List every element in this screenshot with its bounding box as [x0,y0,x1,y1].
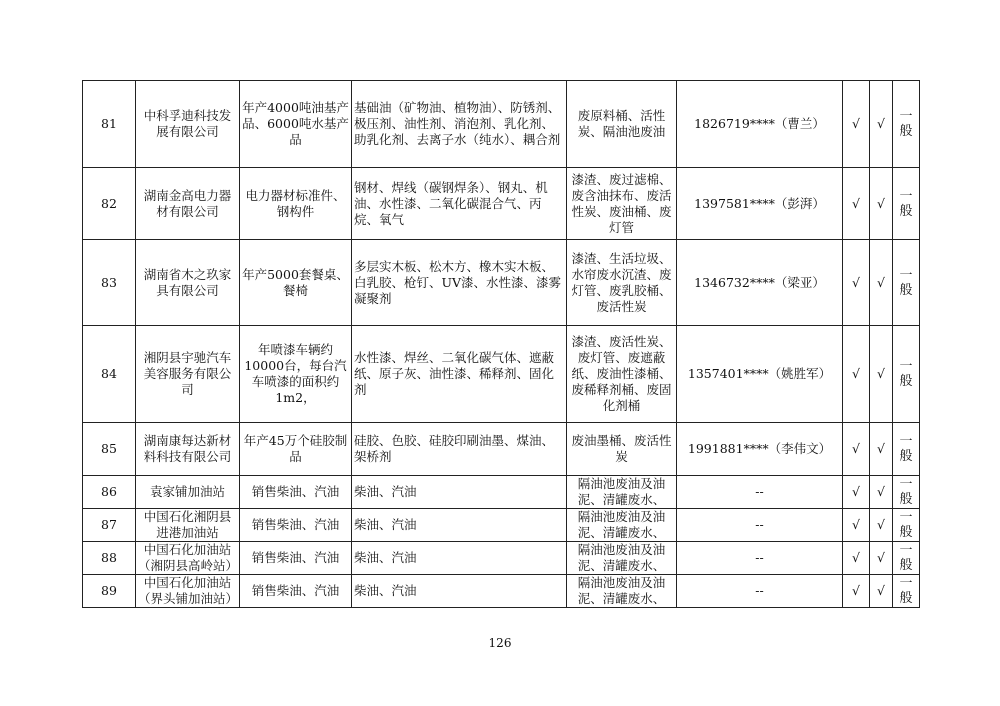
row-number-cell: 81 [83,81,136,168]
hazardous-waste-cell: 隔油池废油及油泥、清罐废水、 [567,575,677,608]
contact-cell: -- [677,575,843,608]
raw-materials-cell: 水性漆、焊丝、二氧化碳气体、遮蔽纸、原子灰、油性漆、稀释剂、固化剂 [352,326,567,423]
raw-materials-cell: 钢材、焊线（碳钢焊条）、钢丸、机油、水性漆、二氧化碳混合气、丙烷、氧气 [352,168,567,240]
table-row [83,575,920,608]
row-number-cell: 88 [83,542,136,575]
check-mark-cell: √ [870,542,893,575]
check-mark-cell: √ [870,423,893,476]
risk-level-char: 般 [899,525,913,540]
contact-cell: 1397581****（彭湃） [677,168,843,240]
check-mark-cell: √ [870,509,893,542]
production-scale-cell: 销售柴油、汽油 [240,542,352,575]
risk-level-char: 般 [899,558,913,573]
hazardous-waste-cell: 隔油池废油及油泥、清罐废水、 [567,476,677,509]
raw-materials-cell: 多层实木板、松木方、橡木实木板、白乳胶、枪钉、UV漆、水性漆、漆雾凝聚剂 [352,240,567,326]
row-number-cell: 87 [83,509,136,542]
risk-level-char: 般 [899,591,913,606]
risk-level-cell [893,240,920,326]
check-mark-cell: √ [870,326,893,423]
company-name-cell: 袁家铺加油站 [136,476,240,509]
table-row [83,326,920,423]
risk-level-char: 一 [899,359,913,374]
contact-cell: 1357401****（姚胜军） [677,326,843,423]
hazardous-waste-cell: 废油墨桶、废活性炭 [567,423,677,476]
risk-level-cell [893,575,920,608]
risk-level-char: 般 [899,492,913,507]
raw-materials-cell: 基础油（矿物油、植物油）、防锈剂、极压剂、油性剂、消泡剂、乳化剂、助乳化剂、去离子水（纯水）、耦合剂 [352,81,567,168]
check-mark-cell: √ [843,81,870,168]
raw-materials-cell: 柴油、汽油 [352,476,567,509]
risk-level-char: 一 [899,188,913,204]
hazardous-waste-cell: 漆渣、废活性炭、废灯管、废遮蔽纸、废油性漆桶、废稀释剂桶、废固化剂桶 [567,326,677,423]
risk-level-char: 般 [899,449,913,464]
enterprise-table [82,80,920,608]
contact-cell: -- [677,476,843,509]
production-scale-cell: 年产5000套餐桌、餐椅 [240,240,352,326]
check-mark-cell: √ [870,81,893,168]
company-name-cell: 中国石化湘阴县进港加油站 [136,509,240,542]
table-row [83,423,920,476]
production-scale-cell: 销售柴油、汽油 [240,476,352,509]
check-mark-cell: √ [843,326,870,423]
risk-level-cell [893,423,920,476]
risk-level-char: 一 [899,477,913,492]
hazardous-waste-cell: 漆渣、废过滤棉、废含油抹布、废活性炭、废油桶、废灯管 [567,168,677,240]
contact-cell: 1991881****（李伟文） [677,423,843,476]
risk-level-char: 般 [899,282,913,298]
risk-level-char: 般 [899,203,913,219]
production-scale-cell: 年产45万个硅胶制品 [240,423,352,476]
hazardous-waste-cell: 隔油池废油及油泥、清罐废水、 [567,509,677,542]
row-number-cell: 86 [83,476,136,509]
company-name-cell: 中国石化加油站（湘阴县高岭站） [136,542,240,575]
check-mark-cell: √ [870,476,893,509]
raw-materials-cell: 硅胶、色胶、硅胶印刷油墨、煤油、架桥剂 [352,423,567,476]
risk-level-cell [893,542,920,575]
contact-cell: -- [677,542,843,575]
hazardous-waste-cell: 隔油池废油及油泥、清罐废水、 [567,542,677,575]
risk-level-char: 一 [899,109,913,124]
risk-level-char: 一 [899,434,913,449]
risk-level-char: 般 [899,374,913,389]
company-name-cell: 湘阴县宇驰汽车美容服务有限公司 [136,326,240,423]
table-row [83,81,920,168]
production-scale-cell: 销售柴油、汽油 [240,509,352,542]
check-mark-cell: √ [870,168,893,240]
page-number: 126 [488,636,512,650]
contact-cell: 1826719****（曹兰） [677,81,843,168]
table-row [83,168,920,240]
row-number-cell: 83 [83,240,136,326]
risk-level-char: 一 [899,267,913,283]
risk-level-char: 一 [899,510,913,525]
company-name-cell: 中科孚迪科技发展有限公司 [136,81,240,168]
enterprise-table-container [82,80,919,608]
risk-level-char: 一 [899,543,913,558]
check-mark-cell: √ [843,542,870,575]
table-row [83,476,920,509]
company-name-cell: 中国石化加油站（界头铺加油站） [136,575,240,608]
production-scale-cell: 年喷漆车辆约10000台，每台汽车喷漆的面积约1m2， [240,326,352,423]
row-number-cell: 85 [83,423,136,476]
risk-level-char: 一 [899,576,913,591]
contact-cell: -- [677,509,843,542]
row-number-cell: 89 [83,575,136,608]
production-scale-cell: 年产4000吨油基产品、6000吨水基产品 [240,81,352,168]
row-number-cell: 84 [83,326,136,423]
table-row [83,542,920,575]
production-scale-cell: 销售柴油、汽油 [240,575,352,608]
check-mark-cell: √ [843,240,870,326]
risk-level-cell [893,326,920,423]
production-scale-cell: 电力器材标准件、钢构件 [240,168,352,240]
check-mark-cell: √ [843,423,870,476]
company-name-cell: 湖南康每达新材料科技有限公司 [136,423,240,476]
raw-materials-cell: 柴油、汽油 [352,542,567,575]
risk-level-cell [893,476,920,509]
row-number-cell: 82 [83,168,136,240]
check-mark-cell: √ [870,240,893,326]
risk-level-cell [893,81,920,168]
check-mark-cell: √ [870,575,893,608]
hazardous-waste-cell: 漆渣、生活垃圾、水帘废水沉渣、废灯管、废乳胶桶、废活性炭 [567,240,677,326]
raw-materials-cell: 柴油、汽油 [352,575,567,608]
risk-level-char: 般 [899,124,913,139]
check-mark-cell: √ [843,476,870,509]
risk-level-cell [893,168,920,240]
hazardous-waste-cell: 废原料桶、活性炭、隔油池废油 [567,81,677,168]
risk-level-cell [893,509,920,542]
table-body [83,81,920,608]
contact-cell: 1346732****（梁亚） [677,240,843,326]
company-name-cell: 湖南省木之玖家具有限公司 [136,240,240,326]
check-mark-cell: √ [843,575,870,608]
table-row [83,509,920,542]
raw-materials-cell: 柴油、汽油 [352,509,567,542]
check-mark-cell: √ [843,168,870,240]
table-row [83,240,920,326]
check-mark-cell: √ [843,509,870,542]
company-name-cell: 湖南金高电力器材有限公司 [136,168,240,240]
